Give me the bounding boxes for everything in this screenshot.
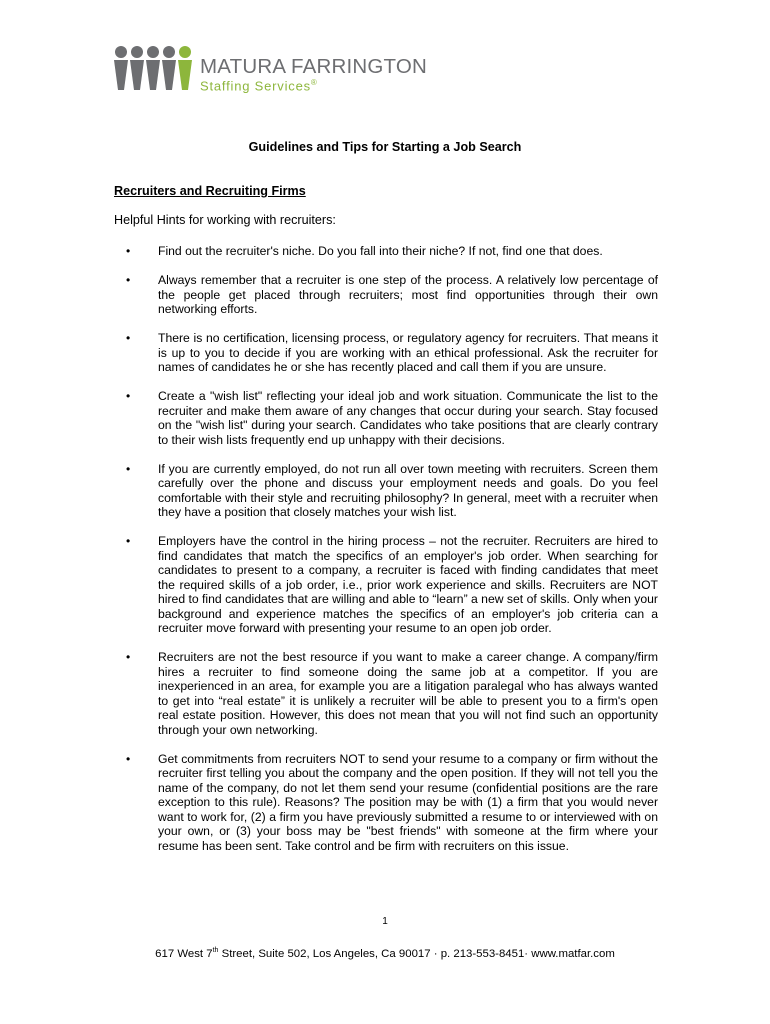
intro-text: Helpful Hints for working with recruiters: — [114, 213, 336, 227]
people-figures-icon — [112, 44, 192, 94]
bullet-icon: • — [126, 273, 131, 287]
footer-address: 617 West 7th Street, Suite 502, Los Angeles, Ca 90017 · p. 213-553-8451· www.matfar.com — [155, 947, 615, 960]
document-title: Guidelines and Tips for Starting a Job Search — [248, 140, 522, 154]
hints-list — [114, 244, 658, 868]
company-name: MATURA FARRINGTON — [200, 55, 428, 78]
company-subtitle: Staffing Services® — [200, 78, 318, 94]
company-logo — [112, 44, 428, 100]
list-item: • Create a "wish list" reflecting your ideal job and work situation. Communicate the list to the recruiter and make them aware of any changes that occur during your search. Stay focused on the "wish list" during your search. Candidates who take positions that are clearly contrary to their wish lists frequently end up unhappy with their decisions. — [126, 389, 658, 447]
bullet-icon: • — [126, 244, 131, 258]
bullet-icon: • — [126, 461, 131, 476]
bullet-icon: • — [126, 650, 131, 664]
bullet-icon: • — [126, 534, 131, 548]
page-number: 1 — [382, 916, 388, 927]
list-item: • There is no certification, licensing process, or regulatory agency for recruiters. That means it is up to you to decide if you are working with an ethical professional. Ask the recruiter for names of candidates he or she has recently placed and call them if you are unsure. — [126, 331, 658, 374]
section-heading: Recruiters and Recruiting Firms — [114, 184, 306, 198]
list-item: • If you are currently employed, do not run all over town meeting with recruiters. Screen them carefully over the phone and discuss your employment needs and goals. Do you feel comfortable with their style and recruiting philosophy? In general, meet with a recruiter when they have a position that closely matches your wish list. — [126, 461, 658, 519]
bullet-icon: • — [126, 751, 131, 766]
bullet-icon: • — [126, 331, 131, 345]
list-item: • Get commitments from recruiters NOT to send your resume to a company or firm without the recruiter first telling you about the company and the open position. If they will not tell you the name of the company, do not let them send your resume (confidential positions are the rare exception to this rule). Reasons? The position may be with (1) a firm that you would never want to work for, (2) a firm you have previously submitted a resume to or interviewed with on your own, or (3) your boss may be "best friends" with someone at the firm where your resume has been sent. Take control and be firm with recruiters on this issue. — [126, 751, 658, 853]
list-item: • Recruiters are not the best resource if you want to make a career change. A company/firm hires a recruiter to find someone doing the same job at a competitor. If you are inexperienced in an area, for example you are a litigation paralegal who has always wanted to get into “real estate” it is unlikely a recruiter will be able to present you to a firm's open real estate position. However, this does not mean that you will not find such an opportunity through your own networking. — [126, 650, 658, 737]
list-item: • Employers have the control in the hiring process – not the recruiter. Recruiters are hired to find candidates that match the specifics of an employer's job order. When searching for candidates to present to a company, a recruiter is faced with finding candidates that meet the required skills of a job order, i.e., prior work experience and skills. Recruiters are NOT hired to find candidates that are willing and able to “learn” a new set of skills. Only when your background and experience matches the specifics of an employer's job criteria can a recruiter move forward with presenting your resume to an open job order. — [126, 534, 658, 635]
list-item: • Find out the recruiter's niche. Do you fall into their niche? If not, find one that does. — [126, 244, 603, 258]
bullet-icon: • — [126, 389, 131, 403]
list-item: • Always remember that a recruiter is one step of the process. A relatively low percentage of the people get placed through recruiters; most find opportunities through their own networking efforts. — [126, 273, 658, 316]
